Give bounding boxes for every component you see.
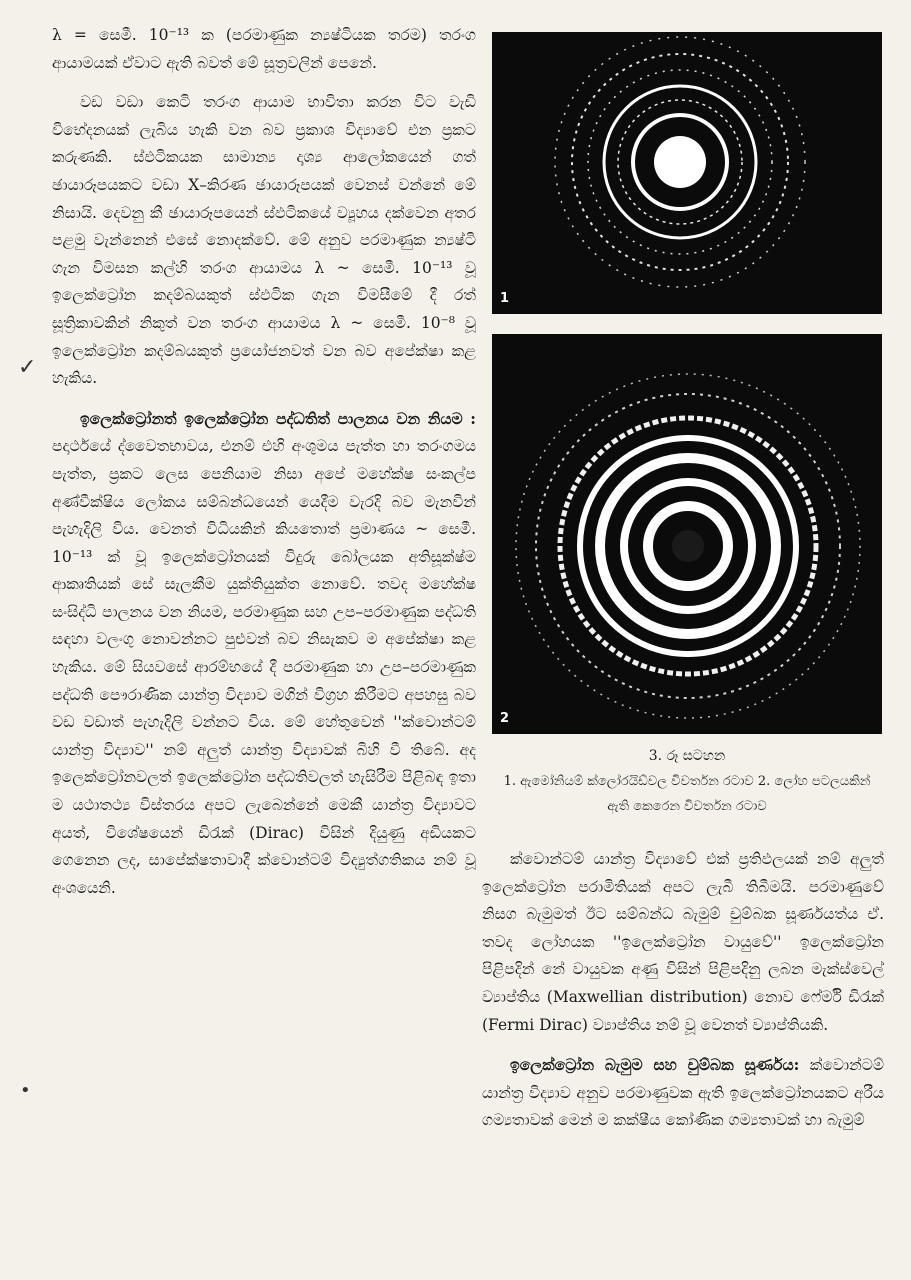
diffraction-figure-2 [492,334,882,734]
right-paragraph-2-body: ක්වොන්ටම් යාන්ත්‍ර විද්‍යාව අනුව පරමාණුවක ඇති ඉලෙක්ට්‍රෝනයකට අරීය ගම්‍යතාවක් මෙන් ම කක්ෂීය කෝණික ගම්‍යතාවක් හා බැමුම් [482,1056,884,1130]
diffraction-figure-1 [492,32,882,314]
right-column [482,846,884,1147]
figure-2-label: 2 [500,711,510,726]
section-heading-electron-spin: ඉලෙක්ට්‍රෝන බැමුම සහ චුම්බක සූර්ණය: [510,1055,800,1075]
figure-caption-text: 1. ඇමෝනියම් ක්ලෝරයිඩ්වල විවර්තන රටාව 2. ලෝහ පටලයකින් ඇති කෙරෙන විවර්තන රටාව [503,774,871,814]
right-paragraph-1: ක්වොන්ටම් යාන්ත්‍ර විද්‍යාවේ එක් ප්‍රතිඵලයක් නම් අලුත් ඉලෙක්ට්‍රෝන පරාමිතියක් අපට ලැබී තිබීමයි. පරමාණුවේ නිසග බැමුමත් ඊට සම්බන්ධ බැමුම් චුම්බක සූර්ණයත්ය ඒ. තවද ලෝහයක ''ඉලෙක්ට්‍රෝන වායුවේ'' ඉලෙක්ට්‍රෝන පිළිපදින් නේ වායුවක අණු විසින් පිළිපදිනු ලබන මැක්ස්වෙල් ව්‍යාප්තිය (Maxwellian distribution) නොව ෆේර්මි ඩිරැක් (Fermi Dirac) ව්‍යාප්තිය නම් වූ වෙනත් ව්‍යාප්තියකි. [482,850,884,1034]
left-paragraph-1: λ = සෙමී. 10⁻¹³ ක (පරමාණුක න්‍යෂ්ටියක තරම) තරංග ආයාමයක් ඒවාට ඇති බවත් මේ සූත්‍රවලින් පෙනේ. [52,26,476,72]
ammonium-chloride-diffraction-image [492,32,882,314]
left-paragraph-3 [52,405,476,903]
metal-film-diffraction-image [492,334,882,734]
section-heading-electron-laws: ඉලෙක්ට්‍රෝනත් ඉලෙක්ට්‍රෝන පද්ධතිත් පාලනය වන නියම : [80,408,476,428]
margin-dot-mark: • [20,1080,31,1101]
right-paragraph-2 [482,1051,884,1135]
left-column [52,22,476,914]
margin-tick-mark: ✓ [18,355,37,380]
figure-caption-number: 3. රූ සටහන [648,748,726,764]
left-paragraph-3-body: පදාර්ථයේ ද්වෛතභාවය, එනම් එහි අංශුමය පැත්ත හා තරංගමය පැත්ත, ප්‍රකට ලෙස පෙනියාම නිසා අපේ මහේක්ෂ සංකල්ප අණ්වීක්ෂිය ලෝකය සම්බන්ධයෙන් යෙදීම වැරදි බව මැනවින් පැහැදිලි විය. වෙනත් විධියකින් කියතොත් ප්‍රමාණය ~ සෙමී. 10⁻¹³ ක් වූ ඉලෙක්ට්‍රෝනයක් විදුරු බෝලයක අතිසූක්ෂ්ම ආකෘතියක් සේ සැලකීම යුක්තියුක්ත නොවේ. තවද මහේක්ෂ සංසිද්ධි පාලනය වන නියම, පරමාණුක සහ උප–පරමාණුක පද්ධති සඳහා වලංගු නොවන්නට පුළුවන් බව නිසැකව ම අපේක්ෂා කළ හැකිය. මේ සියවසේ ආරම්භයේ දී පරමාණුක හා උප–පරමාණුක පද්ධති පෞරාණික යාන්ත්‍ර විද්‍යාව මගින් විග්‍රහ කිරීමට අපහසු බව වඩ වඩාත් පැහැදිලි වන්නට විය. මේ හේතුවෙන් ''ක්වොන්ටම් යාන්ත්‍ර විද්‍යාව'' නම් අලුත් යාන්ත්‍ර විද්‍යාවක් බිහි වී තිබේ. අද ඉලෙක්ට්‍රෝනවලත් ඉලෙක්ට්‍රෝන පද්ධතිවලත් හැසිරීම පිළිබඳ ඉතා ම යථාතථ්‍ය විස්තරය අපට ලැබෙන්නේ මෙකී යාන්ත්‍ර විද්‍යාවට අයත්, විශේෂයෙන් ඩිරැක් (Dirac) විසින් දියුණු අඩියකට ගෙනෙන ලද, සාපේක්ෂතාවාදී ක්වොන්ටම් විද්‍යුත්ගතිකය නම් වූ අංශයෙනි. [52,437,476,897]
figure-caption [492,744,882,819]
left-paragraph-2: වඩ වඩා කෙටි තරංග ආයාම භාවිතා කරන විට වැඩි විභේදනයක් ලැබිය හැකි වන බව ප්‍රකාශ විද්‍යාවේ එන ප්‍රකට කරුණකි. ස්ඵටිකයක සාමාන්‍ය දෘශ්‍ය ආලෝකයෙන් ගත් ඡායාරූපයකට වඩා X–කිරණ ඡායාරූපයක් වෙනස් වන්නේ මේ නිසායි. දෙවනු කී ඡායාරූපයෙන් ස්ඵටිකයේ ව්‍යූහය දක්වෙන අතර පළමු වැන්නෙන් එසේ නොදක්වේ. මේ අනුව පරමාණුක න්‍යෂ්ටි ගැන විමසන කල්හි තරංග ආයාමය λ ~ සෙමී. 10⁻¹³ වූ ඉලෙක්ට්‍රෝන කදම්බයකුත් ස්ඵටික ගැන විමසීමේ දී රත් සූත්‍රිකාවකින් නිකුත් වන තරංග ආයාමය λ ~ සෙමී. 10⁻⁸ වූ ඉලෙක්ට්‍රෝන කදම්බයකුත් ප්‍රයෝජනවත් වන බව අපේක්ෂා කළ හැකිය. [52,93,476,388]
figure-1-label: 1 [500,291,510,306]
